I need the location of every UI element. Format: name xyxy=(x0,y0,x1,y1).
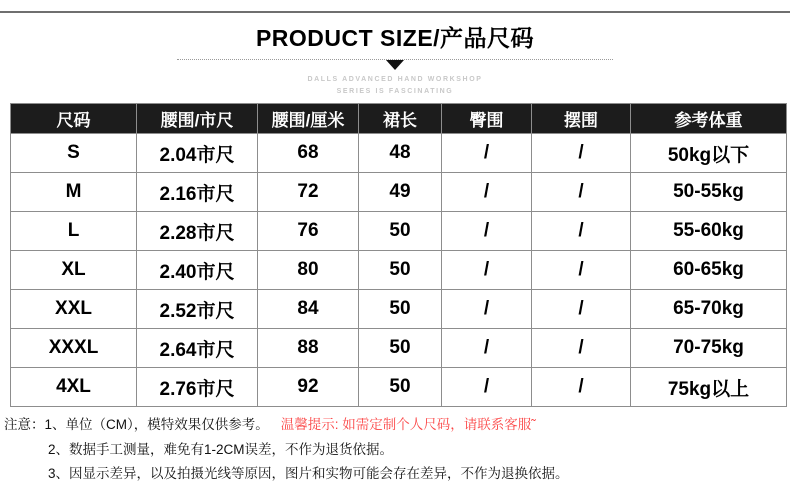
table-cell: 55-60kg xyxy=(631,212,787,251)
table-cell: 2.52市尺 xyxy=(137,290,258,329)
table-cell: 2.16市尺 xyxy=(137,173,258,212)
table-cell: 84 xyxy=(258,290,359,329)
page-title: PRODUCT SIZE/产品尺码 xyxy=(255,25,535,51)
table-cell: / xyxy=(532,134,631,173)
table-cell: / xyxy=(532,251,631,290)
note-line-1 xyxy=(4,413,790,438)
column-header: 腰围/厘米 xyxy=(258,104,359,134)
caption-line-2: SERIES IS FASCINATING xyxy=(336,88,454,95)
table-cell: / xyxy=(442,212,532,251)
table-cell: / xyxy=(442,329,532,368)
size-table-head-row xyxy=(11,104,787,134)
table-cell: / xyxy=(532,368,631,407)
table-cell: 49 xyxy=(359,173,442,212)
table-cell: XXL xyxy=(11,290,137,329)
table-cell: / xyxy=(442,251,532,290)
table-cell: 4XL xyxy=(11,368,137,407)
table-cell: 92 xyxy=(258,368,359,407)
table-cell: 50 xyxy=(359,368,442,407)
column-header: 尺码 xyxy=(11,104,137,134)
column-header: 参考体重 xyxy=(631,104,787,134)
table-cell: 50 xyxy=(359,329,442,368)
size-table-body xyxy=(11,134,787,407)
table-row xyxy=(11,368,787,407)
table-cell: 50 xyxy=(359,212,442,251)
table-row xyxy=(11,290,787,329)
table-cell: 50kg以下 xyxy=(631,134,787,173)
table-cell: 50 xyxy=(359,290,442,329)
table-cell: 72 xyxy=(258,173,359,212)
table-row xyxy=(11,329,787,368)
table-cell: 80 xyxy=(258,251,359,290)
table-cell: / xyxy=(532,173,631,212)
table-cell: 76 xyxy=(258,212,359,251)
table-cell: / xyxy=(442,134,532,173)
table-cell: 2.28市尺 xyxy=(137,212,258,251)
table-cell: 70-75kg xyxy=(631,329,787,368)
table-cell: 75kg以上 xyxy=(631,368,787,407)
top-divider xyxy=(0,11,790,13)
table-row xyxy=(11,251,787,290)
table-cell: 88 xyxy=(258,329,359,368)
note-1-text: 注意：1、单位（CM），模特效果仅供参考。 xyxy=(4,417,269,432)
table-cell: XL xyxy=(11,251,137,290)
note-line-3: 3、因显示差异，以及拍摄光线等原因，图片和实物可能会存在差异，不作为退换依据。 xyxy=(48,466,569,481)
table-cell: / xyxy=(532,212,631,251)
table-cell: / xyxy=(532,329,631,368)
table-cell: 50 xyxy=(359,251,442,290)
notes xyxy=(4,413,790,487)
table-cell: / xyxy=(532,290,631,329)
table-cell: 2.76市尺 xyxy=(137,368,258,407)
warm-tip-text: 温馨提示: 如需定制个人尺码，请联系客服˜ xyxy=(280,417,536,432)
table-cell: / xyxy=(442,290,532,329)
table-row xyxy=(11,134,787,173)
size-table xyxy=(10,103,787,407)
table-cell: 68 xyxy=(258,134,359,173)
table-cell: 2.40市尺 xyxy=(137,251,258,290)
column-header: 腰围/市尺 xyxy=(137,104,258,134)
column-header: 臀围 xyxy=(442,104,532,134)
table-cell: / xyxy=(442,368,532,407)
note-line-2: 2、数据手工测量，难免有1-2CM误差，不作为退货依据。 xyxy=(48,441,394,457)
table-row xyxy=(11,212,787,251)
down-triangle-icon xyxy=(386,60,404,70)
table-cell: 48 xyxy=(359,134,442,173)
table-cell: 60-65kg xyxy=(631,251,787,290)
table-cell: 2.64市尺 xyxy=(137,329,258,368)
caption-line-1: DALLS ADVANCED HAND WORKSHOP xyxy=(307,76,483,83)
column-header: 裙长 xyxy=(359,104,442,134)
table-cell: S xyxy=(11,134,137,173)
table-cell: 2.04市尺 xyxy=(137,134,258,173)
table-cell: M xyxy=(11,173,137,212)
table-cell: XXXL xyxy=(11,329,137,368)
table-cell: / xyxy=(442,173,532,212)
column-header: 摆围 xyxy=(532,104,631,134)
table-cell: 65-70kg xyxy=(631,290,787,329)
table-row xyxy=(11,173,787,212)
table-cell: L xyxy=(11,212,137,251)
table-cell: 50-55kg xyxy=(631,173,787,212)
